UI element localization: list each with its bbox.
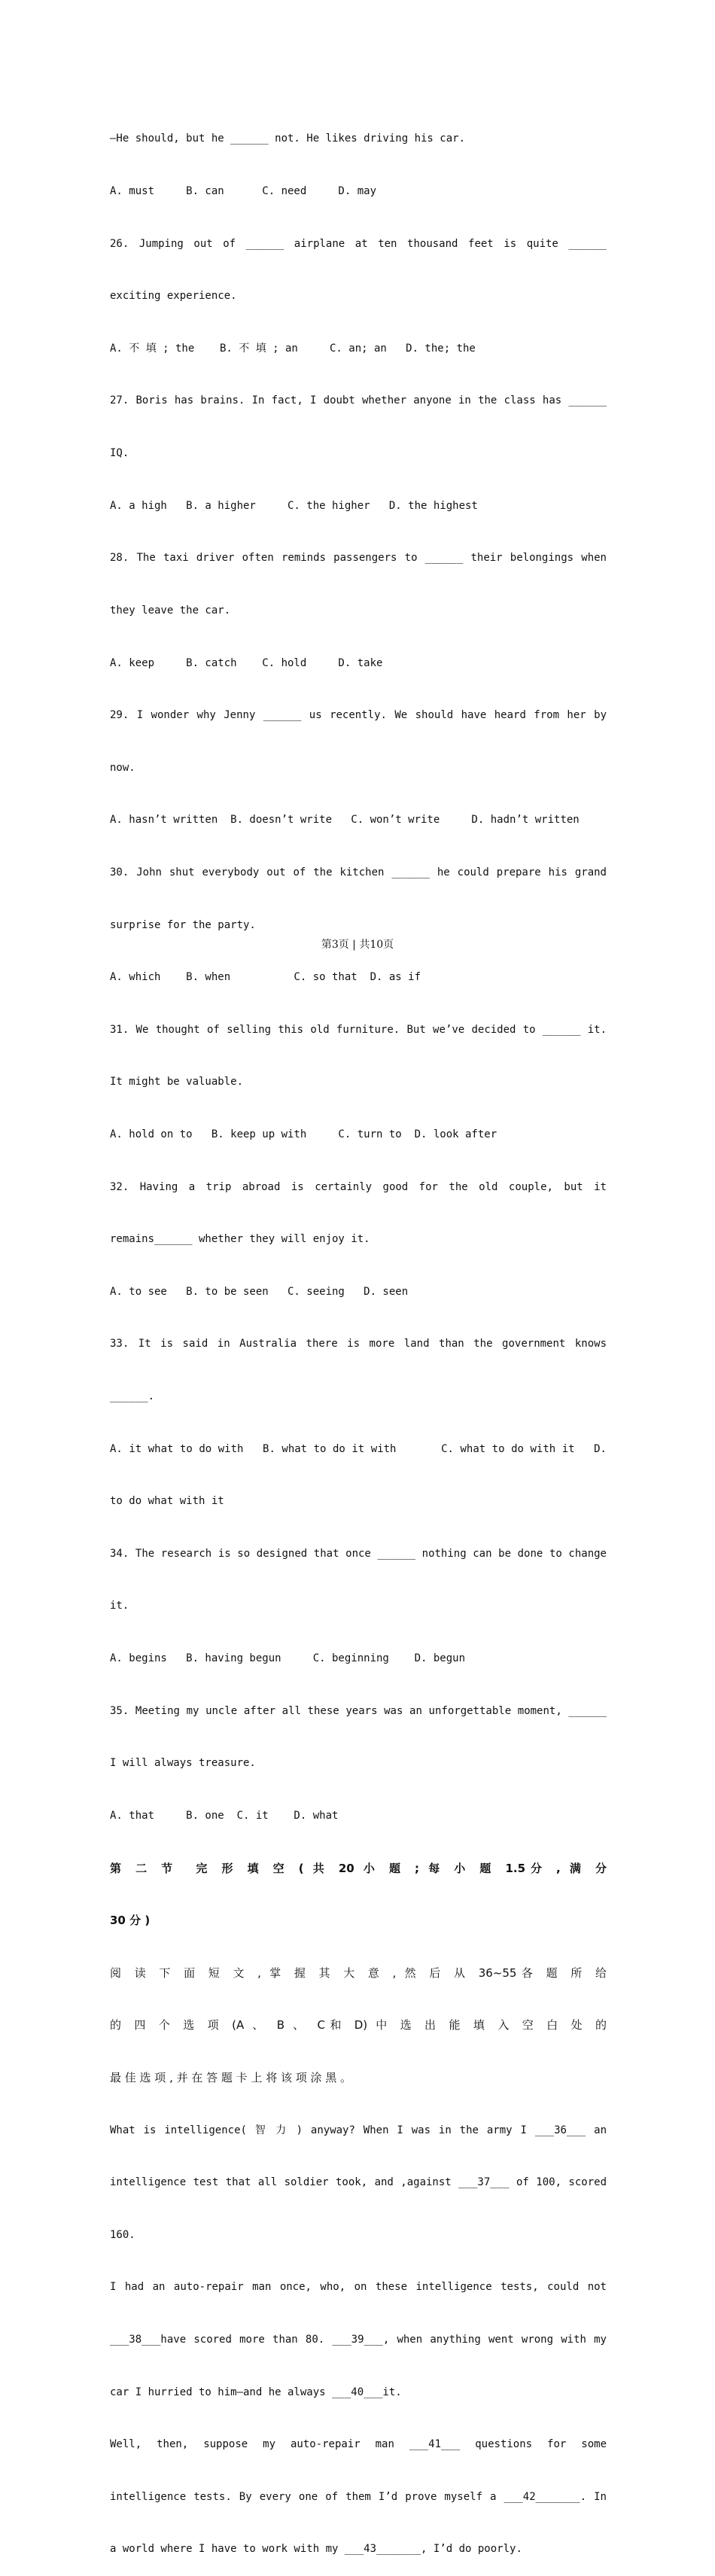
question-31: 31. We thought of selling this old furniture. But we’ve decided to ______ it.: [110, 1023, 607, 1036]
instructions-line: 最 佳 选 项 , 并 在 答 题 卡 上 将 该 项 涂 黑 。: [110, 2070, 352, 2084]
text-line: —He should, but he ______ not. He likes driving his car.: [110, 132, 466, 145]
passage-line: I had an auto-repair man once, who, on these intelligence tests, could not: [110, 2281, 607, 2294]
question-32: 32. Having a trip abroad is certainly good for the old couple, but it: [110, 1180, 607, 1193]
question-33: 33. It is said in Australia there is more land than the government knows: [110, 1338, 607, 1350]
text-line: It might be valuable.: [110, 1076, 244, 1089]
question-34: 34. The research is so designed that once ______ nothing can be done to change: [110, 1547, 607, 1560]
text-line: IQ.: [110, 447, 129, 460]
text-line: I will always treasure.: [110, 1757, 256, 1770]
text-line: it.: [110, 1600, 129, 1612]
passage-line: a world where I have to work with my ___43_______, I’d do poorly.: [110, 2543, 522, 2556]
text-line: now.: [110, 761, 135, 774]
text-line: surprise for the party.: [110, 918, 256, 931]
passage-line: intelligence test that all soldier took, and ,against ___37___ of 100, scored: [110, 2176, 607, 2189]
options-line: A. a high B. a higher C. the higher D. the highest: [110, 499, 478, 512]
question-28: 28. The taxi driver often reminds passengers to ______ their belongings when: [110, 552, 607, 565]
text-line: to do what with it: [110, 1495, 224, 1508]
page-footer: 第3页 | 共10页: [321, 939, 394, 951]
question-27: 27. Boris has brains. In fact, I doubt whether anyone in the class has ______: [110, 394, 607, 407]
passage-line: car I hurried to him—and he always ___40___it.: [110, 2386, 402, 2398]
options-line: A. hasn’t written B. doesn’t write C. won’t write D. hadn’t written: [110, 814, 580, 827]
passage-line: Well, then, suppose my auto-repair man ___41___ questions for some: [110, 2438, 607, 2451]
instructions-line: 阅 读 下 面 短 文 , 掌 握 其 大 意 , 然 后 从 36~55各 题 所 给: [110, 1965, 607, 1980]
text-line: remains______ whether they will enjoy it.: [110, 1233, 370, 1246]
text-line: they leave the car.: [110, 604, 231, 617]
options-line: A. which B. when C. so that D. as if: [110, 971, 421, 984]
text-line: ______.: [110, 1390, 155, 1403]
passage-line: What is intelligence( 智 力 ) anyway? When I was in the army I ___36___ an: [110, 2124, 607, 2136]
options-line: A. must B. can C. need D. may: [110, 185, 377, 198]
document-body: [110, 96, 607, 2576]
section-heading: 第 二 节 完 形 填 空 ( 共 20 小 题 ; 每 小 题 1.5分 , 满 分: [110, 1861, 607, 1875]
question-29: 29. I wonder why Jenny ______ us recently. We should have heard from her by: [110, 709, 607, 722]
options-line: A. 不 填 ; the B. 不 填 ; an C. an; an D. the; the: [110, 342, 476, 355]
text-line: exciting experience.: [110, 290, 237, 303]
question-30: 30. John shut everybody out of the kitchen ______ he could prepare his grand: [110, 866, 607, 878]
options-line: A. keep B. catch C. hold D. take: [110, 656, 383, 669]
options-line: A. that B. one C. it D. what: [110, 1809, 339, 1822]
passage-line: 160.: [110, 2228, 135, 2241]
passage-line: intelligence tests. By every one of them I’d prove myself a ___42_______. In: [110, 2490, 607, 2503]
options-line: A. begins B. having begun C. beginning D. begun: [110, 1652, 466, 1665]
options-line: A. hold on to B. keep up with C. turn to D. look after: [110, 1128, 497, 1140]
passage-line: ___38___have scored more than 80. ___39___, when anything went wrong with my: [110, 2334, 607, 2346]
section-heading-cont: 30 分 ): [110, 1914, 151, 1928]
options-line: A. it what to do with B. what to do it with C. what to do with it D.: [110, 1442, 607, 1455]
question-26: 26. Jumping out of ______ airplane at ten thousand feet is quite ______: [110, 237, 607, 250]
question-35: 35. Meeting my uncle after all these years was an unforgettable moment, ______: [110, 1704, 607, 1717]
instructions-line: 的 四 个 选 项 (A 、 B 、 C和 D) 中 选 出 能 填 入 空 白 处 的: [110, 2018, 607, 2032]
options-line: A. to see B. to be seen C. seeing D. seen: [110, 1285, 409, 1298]
